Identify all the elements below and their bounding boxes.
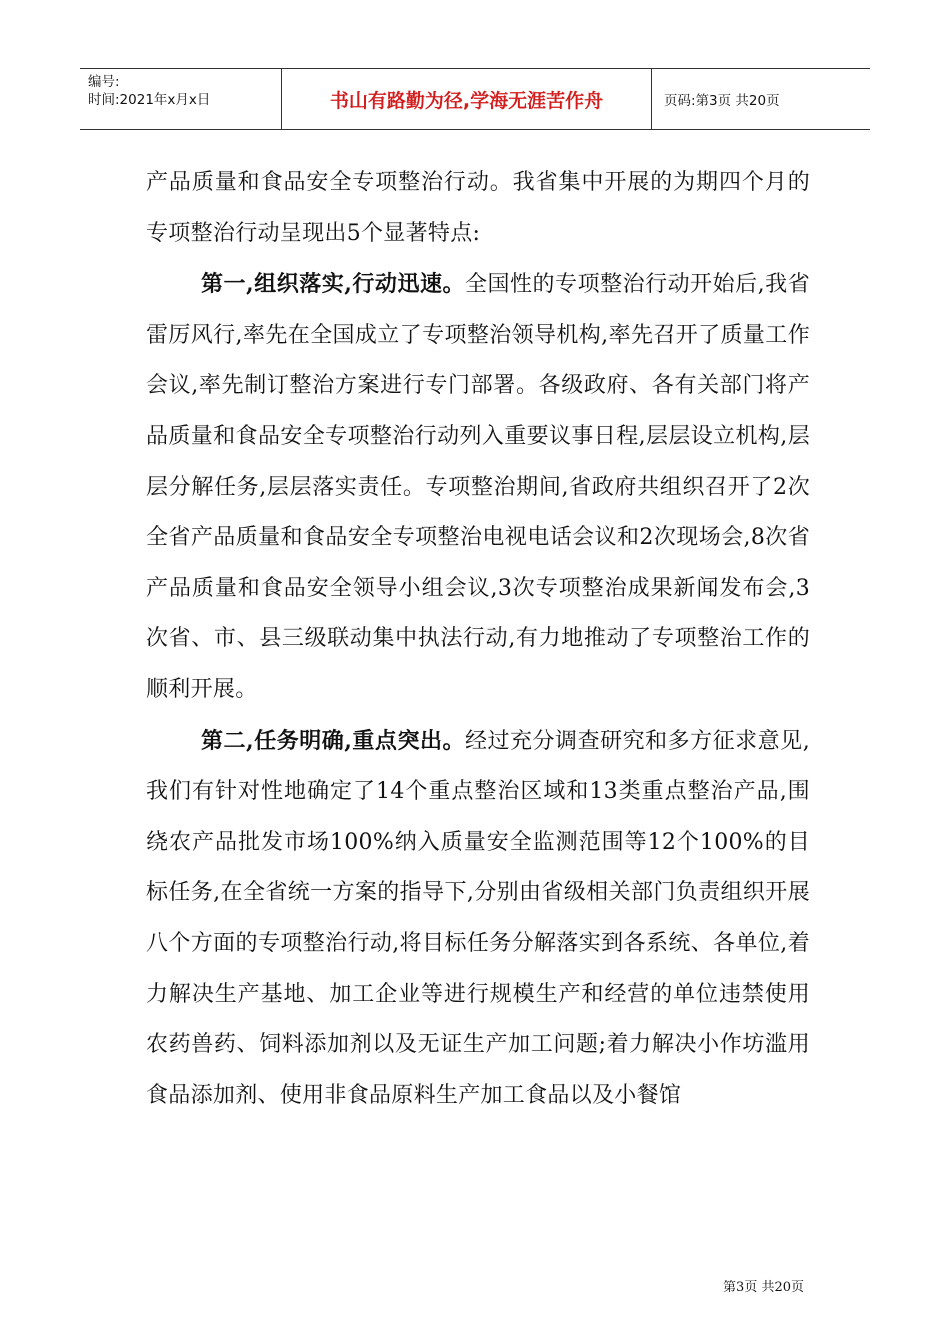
header-meta bbox=[80, 69, 282, 129]
paragraph-text: 全国性的专项整治行动开始后,我省雷厉风行,率先在全国成立了专项整治领导机构,率先召开了质量工作会议,率先制订整治方案进行专门部署。各级政府、各有关部门将产品质量和食品安全专项整治行动列入重要议事日程,层层设立机构,层层分解任务,层层落实责任。专项整治期间,省政府共组织召开了2次全省产品质量和食品安全专项整治电视电话会议和2次现场会,8次省产品质量和食品安全领导小组会议,3次专项整治成果新闻发布会,3次省、市、县三级联动集中执法行动,有力地推动了专项整治工作的顺利开展。 bbox=[146, 272, 810, 702]
document-body bbox=[146, 158, 810, 1121]
document-number-label: 编号: bbox=[88, 74, 120, 90]
header-page-number: 页码:第3页 共20页 bbox=[664, 93, 780, 109]
header-motto: 书山有路勤为径,学海无涯苦作舟 bbox=[282, 69, 652, 129]
paragraph bbox=[146, 716, 810, 1122]
page-header bbox=[80, 68, 870, 130]
paragraph bbox=[146, 158, 810, 259]
paragraph-lead: 第一,组织落实,行动迅速。 bbox=[201, 271, 465, 298]
paragraph-lead: 第二,任务明确,重点突出。 bbox=[201, 727, 465, 754]
page-footer: 第3页 共20页 bbox=[723, 1280, 804, 1295]
document-time-label: 时间:2021年x月x日 bbox=[88, 92, 211, 108]
paragraph-text: 产品质量和食品安全专项整治行动。我省集中开展的为期四个月的专项整治行动呈现出5个显著特点: bbox=[146, 170, 810, 246]
paragraph-text: 经过充分调查研究和多方征求意见,我们有针对性地确定了14个重点整治区域和13类重点整治产品,围绕农产品批发市场100%纳入质量安全监测范围等12个100%的目标任务,在全省统一方案的指导下,分别由省级相关部门负责组织开展八个方面的专项整治行动,将目标任务分解落实到各系统、各单位,着力解决生产基地、加工企业等进行规模生产和经营的单位违禁使用农药兽药、饲料添加剂以及无证生产加工问题;着力解决小作坊滥用食品添加剂、使用非食品原料生产加工食品以及小餐馆 bbox=[146, 728, 810, 1108]
paragraph bbox=[146, 259, 810, 715]
